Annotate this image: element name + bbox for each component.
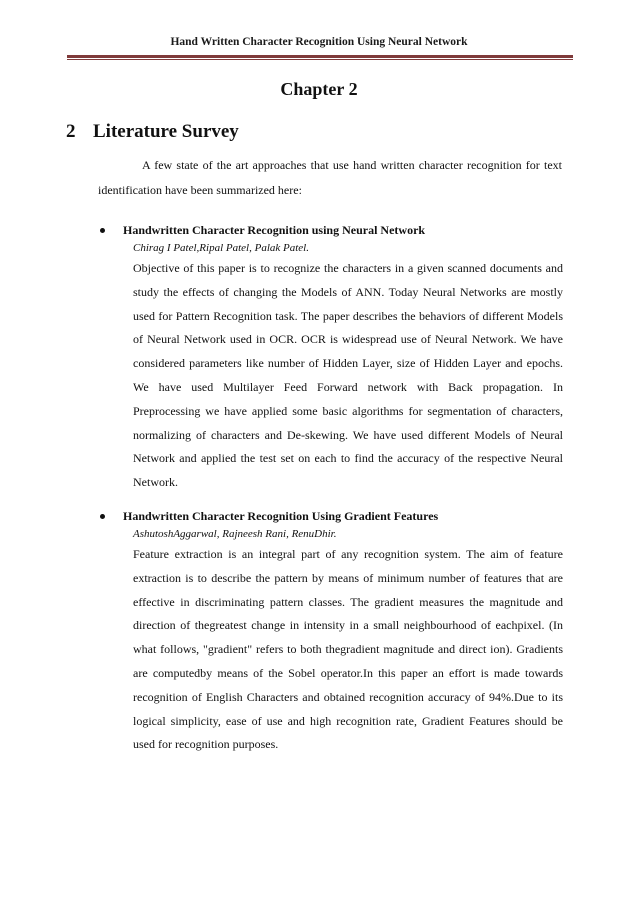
header-rule <box>67 55 573 60</box>
bullet-icon <box>100 228 105 233</box>
entry-authors: AshutoshAggarwal, Rajneesh Rani, RenuDhir. <box>133 528 337 540</box>
entry-authors: Chirag I Patel,Ripal Patel, Palak Patel. <box>133 242 309 254</box>
entry-title: Handwritten Character Recognition Using Gradient Features <box>123 509 439 523</box>
section-title: Literature Survey <box>93 121 239 142</box>
entry-title: Handwritten Character Recognition using Neural Network <box>123 223 426 237</box>
entry-abstract: Feature extraction is an integral part of any recognition system. The aim of feature extraction is to describe the pattern by means of minimum number of features that are effective in discriminating pattern classes. The gradient measures the magnitude and direction of thegreatest change in intensity in a small neighbourhood of eachpixel. (In what follows, "gradient" refers to both thegradient magnitude and direct ion). Gradients are computedby means of the Sobel operator.In this paper an effort is made towards recognition of English Characters and obtained recognition accuracy of 94%.Due to its logical simplicity, ease of use and high recognition rate, Gradient Features should be used for recognition purposes. <box>133 547 563 752</box>
section-number: 2 <box>66 121 76 142</box>
literature-entry <box>113 221 563 495</box>
section-intro: A few state of the art approaches that use hand written character recognition for text identification have been summarized here: <box>98 158 562 197</box>
bullet-icon <box>100 514 105 519</box>
entry-abstract: Objective of this paper is to recognize the characters in a given scanned documents and study the effects of changing the Models of ANN. Today Neural Networks are mostly used for Pattern Recognition task. The paper describes the behaviors of different Models of Neural Network used in OCR. OCR is widespread use of Neural Network. We have considered parameters like number of Hidden Layer, size of Hidden Layer and epochs. We have used Multilayer Feed Forward network with Back propagation. In Preprocessing we have applied some basic algorithms for segmentation of characters, normalizing of characters and De-skewing. We have used different Models of Neural Network and applied the test set on each to find the accuracy of the respective Neural Network. <box>133 261 563 490</box>
literature-entry <box>113 507 563 757</box>
running-header: Hand Written Character Recognition Using Neural Network <box>170 36 468 48</box>
chapter-title: Chapter 2 <box>280 79 358 99</box>
section-heading <box>66 121 239 143</box>
